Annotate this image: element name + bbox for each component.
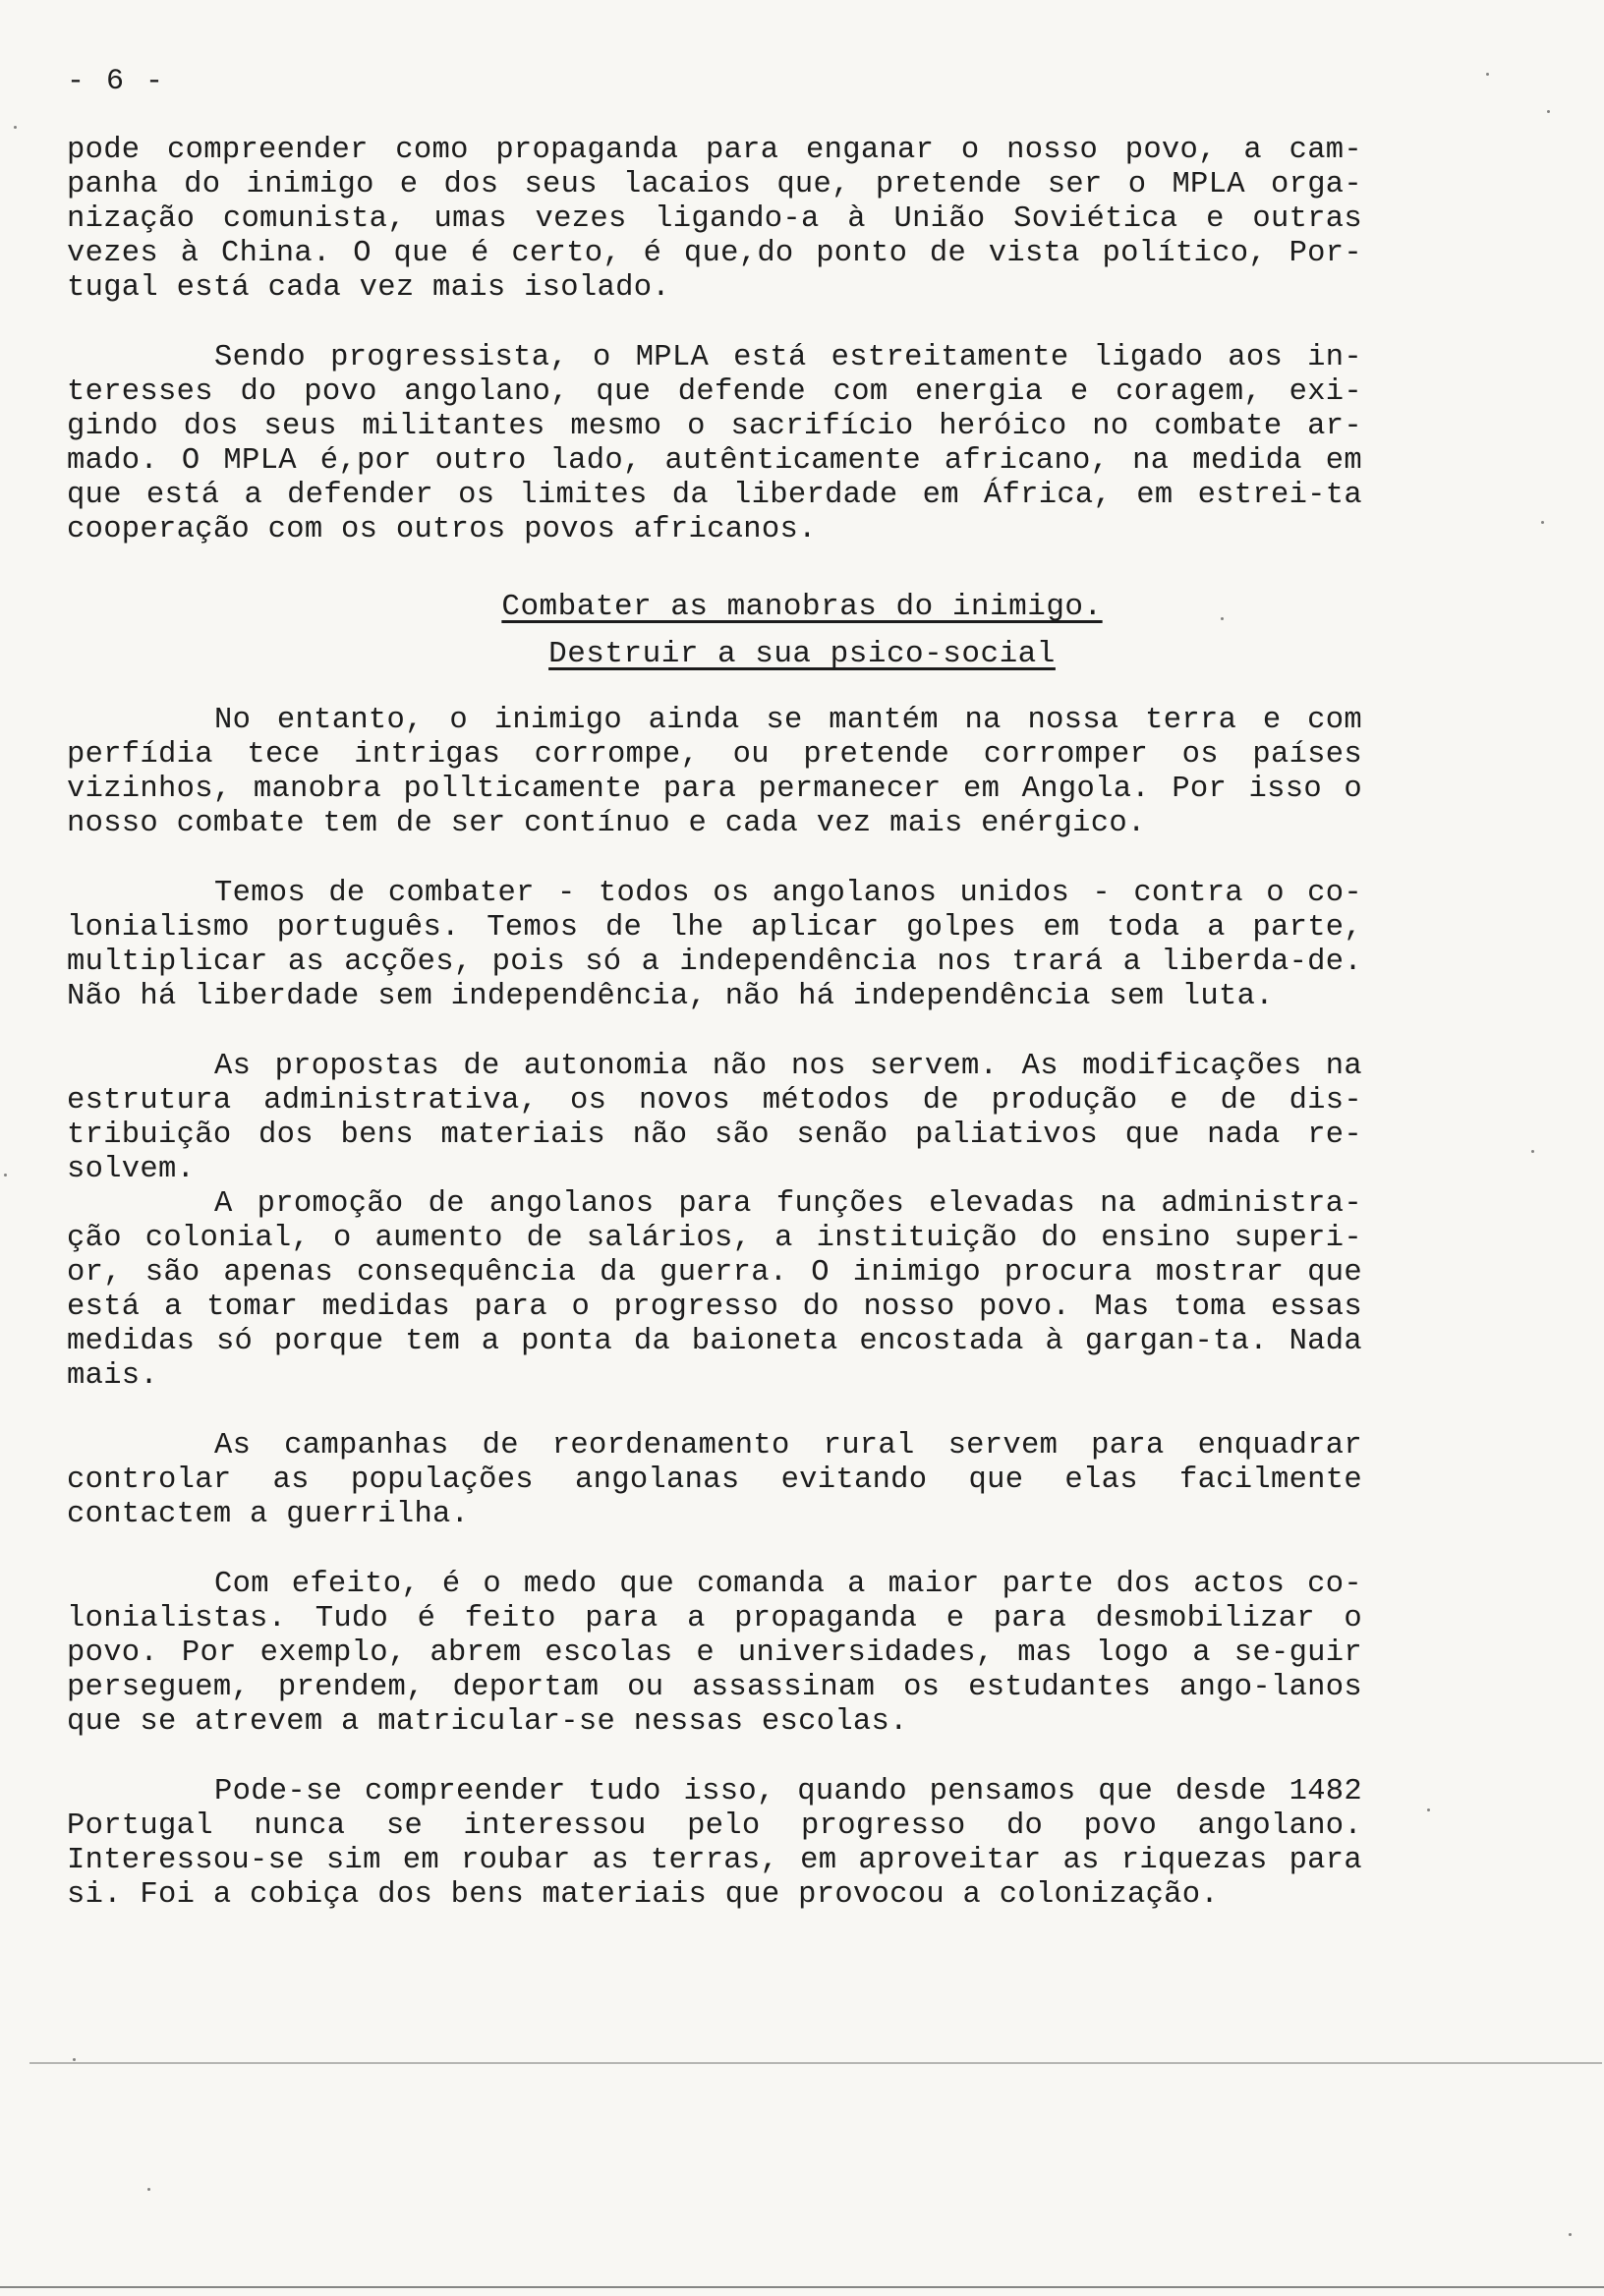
paragraph: A promoção de angolanos para funções elevadas na administra-ção colonial, o aumento de salários, a instituição do ensino superi-or, são apenas consequência da guerra. O inimigo procura mostrar que está a tomar medidas para o progresso do nosso povo. Mas toma essas medidas só porque tem a ponta da baioneta encostada à gargan-ta. Nada mais.	[67, 1187, 1362, 1393]
scan-speck	[1531, 1150, 1534, 1153]
opening-section	[67, 134, 1362, 547]
page-number: - 6 -	[67, 65, 166, 98]
scan-speck	[73, 2058, 76, 2061]
paragraph: No entanto, o inimigo ainda se mantém na nossa terra e com perfídia tece intrigas corrompe, ou pretende corromper os países vizinhos, manobra pollticamente para permanecer em Angola. Por isso o nosso combate tem de ser contínuo e cada vez mais enérgico.	[67, 704, 1362, 840]
scan-speck	[1486, 73, 1489, 76]
scan-speck	[14, 126, 17, 129]
scan-edge-line	[29, 2062, 1602, 2064]
main-section	[67, 704, 1362, 1913]
scan-speck	[1547, 110, 1550, 113]
paragraph: Temos de combater - todos os angolanos unidos - contra o co-lonialismo português. Temos de lhe aplicar golpes em toda a parte, multiplicar as acções, pois só a independência nos trará a liberda-de. Não há liberdade sem independência, não há independência sem luta.	[67, 877, 1362, 1013]
page-bottom-edge	[0, 2286, 1604, 2288]
paragraph: Com efeito, é o medo que comanda a maior parte dos actos co-lonialistas. Tudo é feito para a propaganda e para desmobilizar o povo. Por exemplo, abrem escolas e universidades, mas logo a se-guir perseguem, prendem, deportam ou assassinam os estudantes ango-lanos que se atrevem a matricular-se nessas escolas.	[67, 1568, 1362, 1739]
section-heading: Combater as manobras do inimigo.	[501, 590, 1103, 624]
paragraph: Sendo progressista, o MPLA está estreitamente ligado aos in-teresses do povo angolano, que defende com energia e coragem, exi-gindo dos seus militantes mesmo o sacrifício heróico no combate ar-mado. O MPLA é,por outro lado, autênticamente africano, na medida em que está a defender os limites da liberdade em África, em estrei-ta cooperação com os outros povos africanos.	[67, 341, 1362, 546]
scan-speck	[1427, 1808, 1430, 1811]
paragraph: pode compreender como propaganda para enganar o nosso povo, a cam-panha do inimigo e dos seus lacaios que, pretende ser o MPLA orga-nização comunista, umas vezes ligando-a à União Soviética e outras vezes à China. O que é certo, é que,do ponto de vista político, Por-tugal está cada vez mais isolado.	[67, 134, 1362, 305]
section-subheading: Destruir a sua psico-social	[548, 637, 1056, 671]
scan-speck	[1569, 2233, 1572, 2236]
scan-speck	[147, 2188, 150, 2191]
scan-speck	[4, 1174, 7, 1177]
scan-speck	[1541, 521, 1544, 524]
scan-speck	[1221, 617, 1224, 620]
paragraph: Pode-se compreender tudo isso, quando pensamos que desde 1482 Portugal nunca se interessou pelo progresso do povo angolano. Interessou-se sim em roubar as terras, em aproveitar as riquezas para si. Foi a cobiça dos bens materiais que provocou a colonização.	[67, 1775, 1362, 1912]
paragraph: As campanhas de reordenamento rural servem para enquadrar controlar as populações angolanas evitando que elas facilmente contactem a guerrilha.	[67, 1429, 1362, 1531]
paragraph: As propostas de autonomia não nos servem. As modificações na estrutura administrativa, os novos métodos de produção e de dis-tribuição dos bens materiais não são senão paliativos que nada re-solvem.	[67, 1050, 1362, 1186]
